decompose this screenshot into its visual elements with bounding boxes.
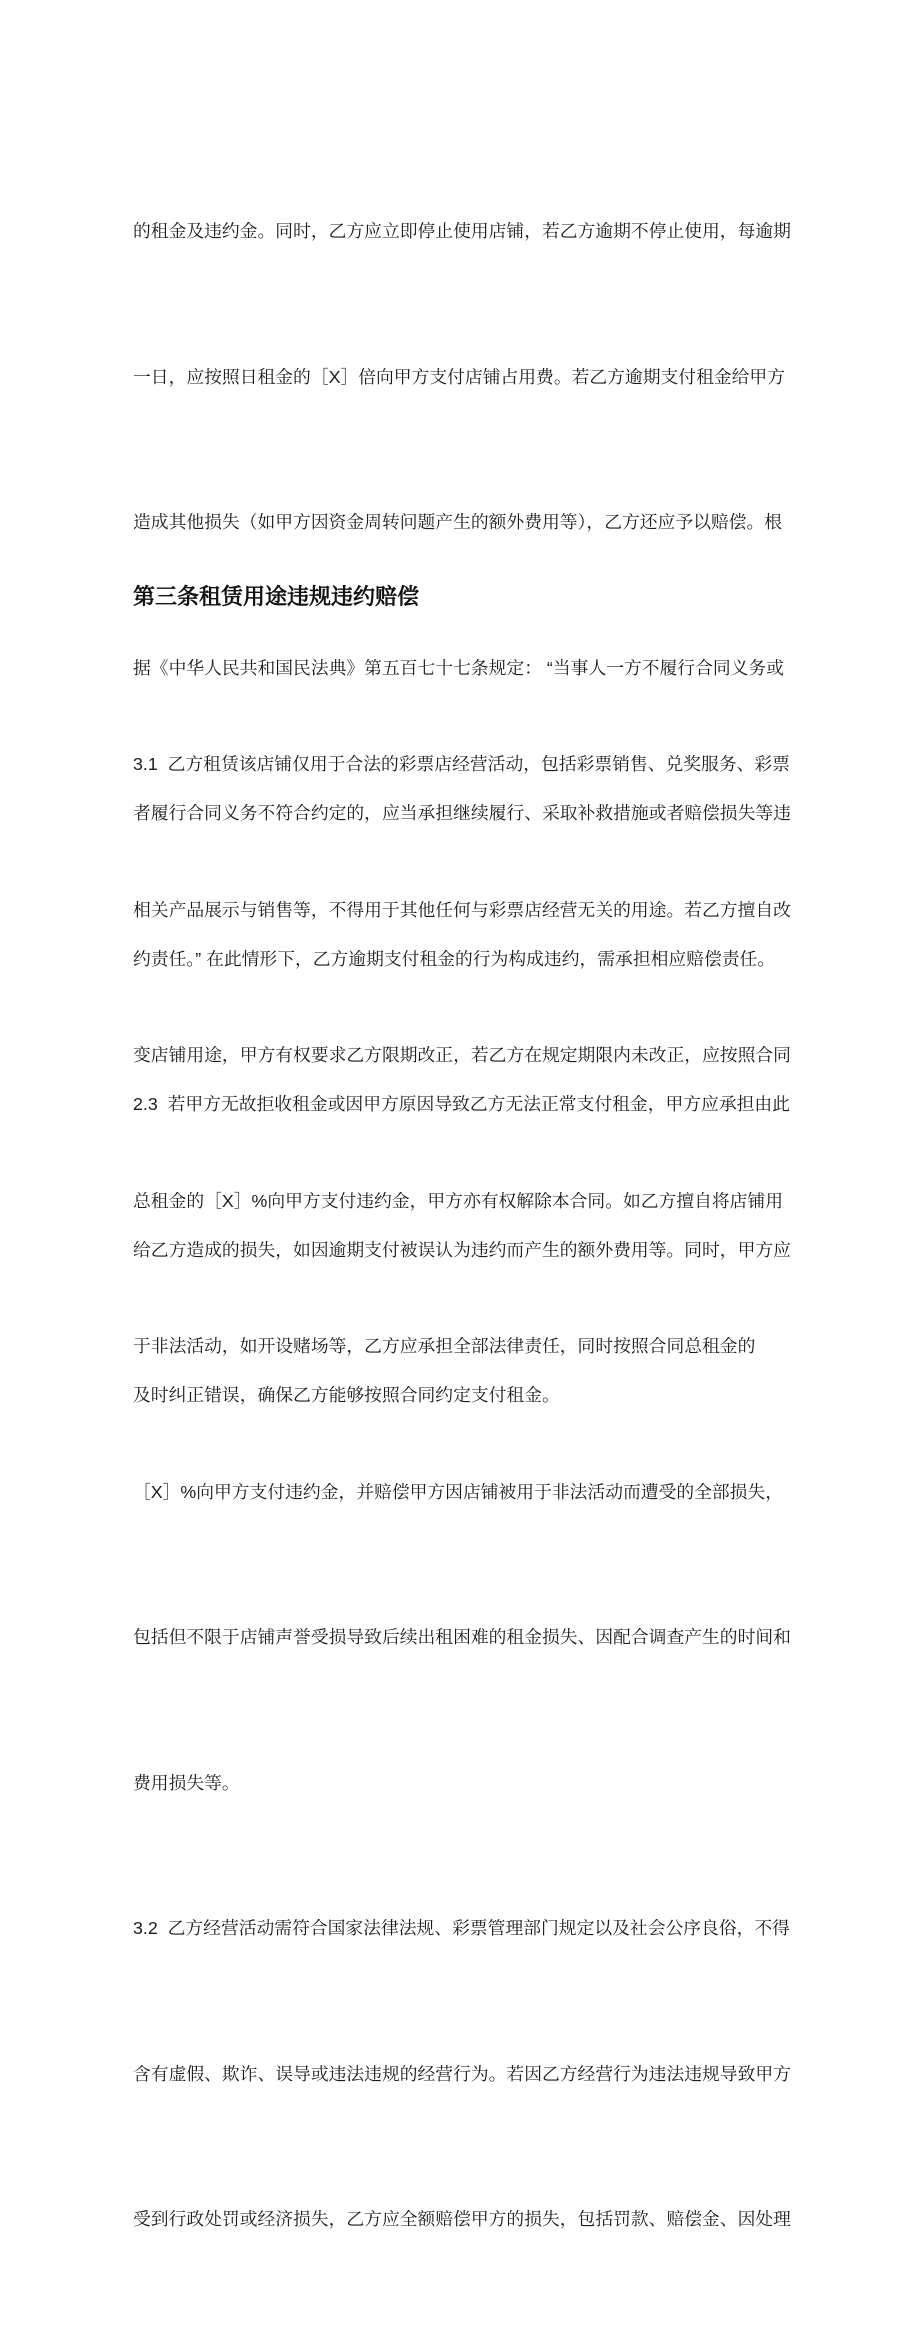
text-line: 者履行合同义务不符合约定的，应当承担继续履行、采取补救措施或者赔偿损失等违: [133, 803, 791, 823]
text-line-clause-3-1: 3.1 乙方租赁该店铺仅用于合法的彩票店经营活动，包括彩票销售、兑奖服务、彩票: [133, 754, 790, 774]
text-line: 及时纠正错误，确保乙方能够按照合同约定支付租金。: [133, 1385, 560, 1405]
section3-heading: 第三条租赁用途违规违约赔偿: [133, 584, 420, 609]
text-line: 给乙方造成的损失，如因逾期支付被误认为违约而产生的额外费用等。同时，甲方应: [133, 1239, 791, 1260]
text-line-clause-3-2: 3.2 乙方经营活动需符合国家法律法规、彩票管理部门规定以及社会公序良俗，不得: [133, 1918, 790, 1938]
text-line: 费用损失等。: [133, 1772, 240, 1793]
text-line: 据《中华人民共和国民法典》第五百七十七条规定： “当事人一方不履行合同义务或: [133, 657, 784, 678]
text-line: 变店铺用途，甲方有权要求乙方限期改正，若乙方在规定期限内未改正，应按照合同: [133, 1045, 791, 1065]
text-line: 含有虚假、欺诈、误导或违法违规的经营行为。若因乙方经营行为违法违规导致甲方: [133, 2063, 791, 2084]
text-line: 约责任。” 在此情形下，乙方逾期支付租金的行为构成违约，需承担相应赔偿责任。: [133, 948, 776, 969]
text-line: 的租金及违约金。同时，乙方应立即停止使用店铺，若乙方逾期不停止使用，每逾期: [133, 221, 791, 241]
text-line-clause-2-3: 2.3 若甲方无故拒收租金或因甲方原因导致乙方无法正常支付租金，甲方应承担由此: [133, 1094, 790, 1114]
text-line: 包括但不限于店铺声誉受损导致后续出租困难的租金损失、因配合调查产生的时间和: [133, 1627, 791, 1647]
text-line: 受到行政处罚或经济损失，乙方应全额赔偿甲方的损失，包括罚款、赔偿金、因处理: [133, 2209, 791, 2229]
text-line: 于非法活动，如开设赌场等，乙方应承担全部法律责任，同时按照合同总租金的: [133, 1336, 756, 1356]
text-line: 一日，应按照日租金的［X］倍向甲方支付店铺占用费。若乙方逾期支付租金给甲方: [133, 366, 785, 387]
text-line: 总租金的［X］%向甲方支付违约金，甲方亦有权解除本合同。如乙方擅自将店铺用: [133, 1190, 784, 1211]
text-line: 造成其他损失（如甲方因资金周转问题产生的额外费用等），乙方还应予以赔偿。根: [133, 512, 783, 532]
section3-paragraphs: [133, 643, 823, 2341]
text-line: ［X］%向甲方支付违约金，并赔偿甲方因店铺被用于非法活动而遭受的全部损失，: [133, 1481, 784, 1502]
text-line: 相关产品展示与销售等，不得用于其他任何与彩票店经营无关的用途。若乙方擅自改: [133, 899, 791, 920]
